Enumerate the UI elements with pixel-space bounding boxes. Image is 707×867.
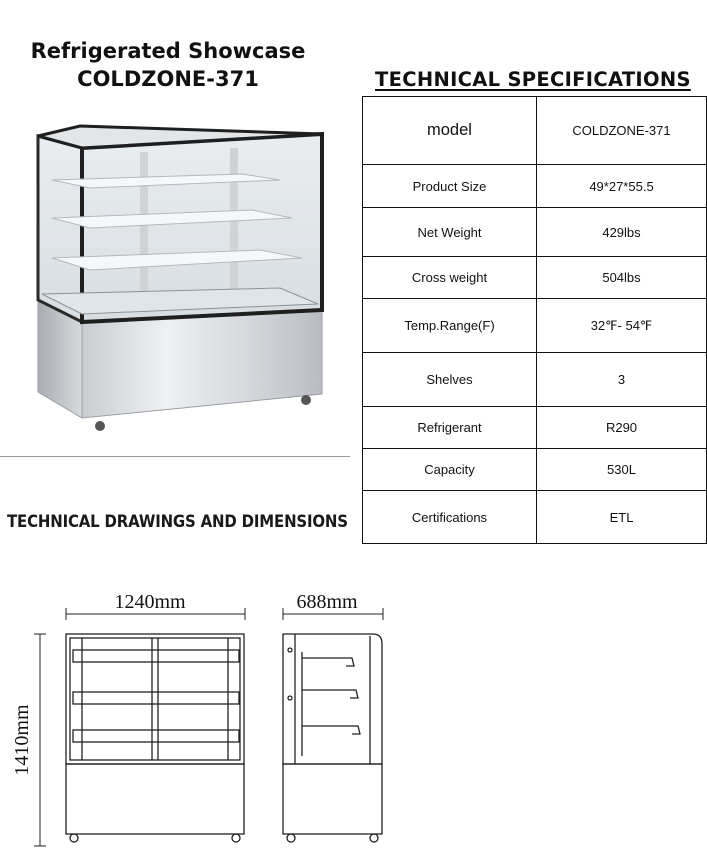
spec-row-capacity [363, 448, 706, 490]
spec-label: Certifications [363, 491, 537, 543]
spec-value: COLDZONE-371 [572, 123, 671, 138]
front-view-drawing [66, 634, 244, 842]
spec-row-model [363, 97, 706, 164]
spec-label: Shelves [363, 353, 537, 406]
spec-row-temp-range [363, 298, 706, 352]
drawings-heading: TECHNICAL DRAWINGS AND DIMENSIONS [7, 512, 348, 532]
spec-value: 504lbs [602, 270, 641, 285]
product-model-code: COLDZONE-371 [77, 67, 259, 91]
depth-dimension-label: 688mm [296, 591, 358, 613]
spec-row-net-weight [363, 207, 706, 256]
height-dimension-label: 1410mm [11, 704, 33, 776]
spec-row-refrigerant [363, 406, 706, 448]
spec-label: Cross weight [363, 257, 537, 298]
spec-value: 530L [607, 462, 636, 477]
spec-value: ETL [609, 509, 634, 525]
section-divider [0, 456, 350, 457]
specs-table [362, 96, 707, 544]
spec-row-cross-weight [363, 256, 706, 298]
spec-row-product-size [363, 164, 706, 207]
product-title: Refrigerated Showcase [30, 39, 306, 63]
spec-row-shelves [363, 352, 706, 406]
spec-value: R290 [605, 420, 638, 435]
spec-row-certifications [363, 490, 706, 543]
spec-label: Temp.Range(F) [363, 299, 537, 352]
spec-value: 429lbs [602, 224, 641, 240]
spec-value: 3 [617, 372, 626, 387]
spec-value: 32℉- 54℉ [590, 317, 653, 333]
technical-drawings [0, 570, 400, 860]
spec-label: model [363, 97, 537, 164]
spec-label: Product Size [363, 165, 537, 207]
spec-label: Capacity [363, 449, 537, 490]
width-dimension-label: 1240mm [114, 591, 186, 613]
spec-label: Refrigerant [363, 407, 537, 448]
spec-label: Net Weight [363, 208, 537, 256]
spec-value: 49*27*55.5 [589, 178, 654, 194]
specs-heading: TECHNICAL SPECIFICATIONS [375, 68, 691, 91]
side-view-drawing [283, 634, 382, 842]
product-photo [30, 122, 330, 434]
